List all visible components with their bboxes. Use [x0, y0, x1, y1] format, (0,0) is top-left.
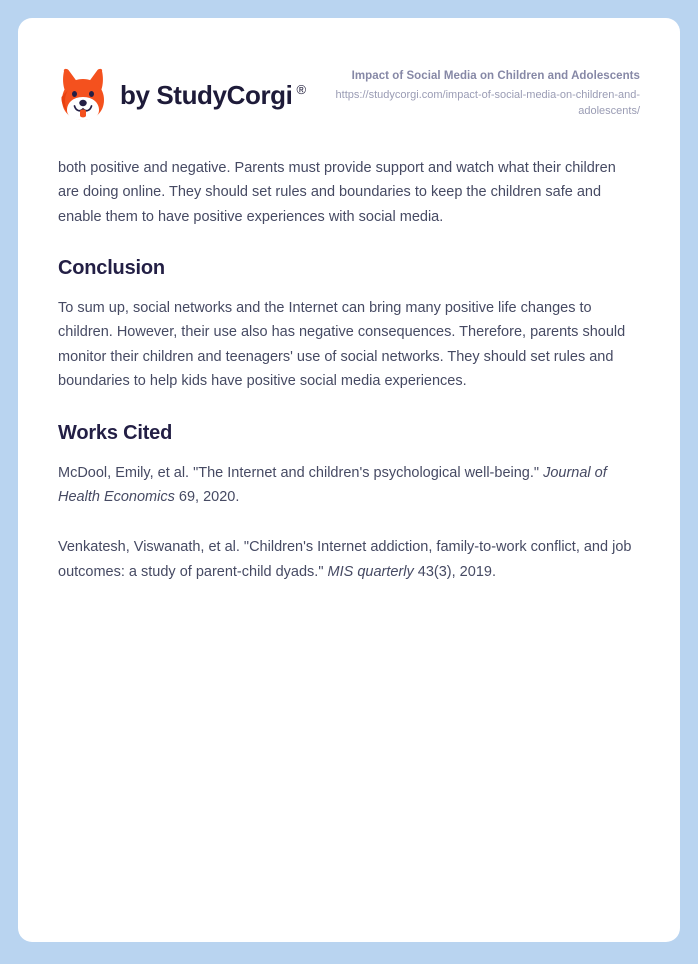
intro-paragraph: both positive and negative. Parents must provide support and watch what their children are doing online. They should set rules and boundaries to keep the children safe and enable them to have positive experiences with social media. — [58, 160, 616, 225]
article-title: Impact of Social Media on Children and Adolescents — [351, 70, 640, 82]
citation-source-title: MIS quarterly — [327, 563, 414, 580]
conclusion-paragraph: To sum up, social networks and the Internet can bring many positive life changes to children. However, their use also has negative consequences. Therefore, parents should monitor their children and teenagers' use of social networks. They should set rules and boundaries to help kids have positive social media experiences. — [58, 300, 626, 390]
works-cited-heading: Works Cited — [58, 421, 173, 444]
citation-suffix: 43(3), 2019. — [413, 563, 496, 580]
works-cited-list — [58, 461, 640, 584]
brand-wordmark — [120, 82, 306, 108]
citation-suffix: 69, 2020. — [174, 488, 240, 505]
citation-source-title: Journal of Health Economics — [58, 464, 607, 505]
document-header — [58, 18, 640, 118]
brand-name-text: by StudyCorgi — [120, 80, 293, 110]
conclusion-heading: Conclusion — [58, 257, 165, 280]
citation-prefix: Venkatesh, Viswanath, et al. "Children's Internet addiction, family-to-work conflict, and job outcomes: a study of parent-child dyads." — [58, 539, 632, 580]
citation-prefix: McDool, Emily, et al. "The Internet and children's psychological well-being." — [58, 464, 544, 481]
corgi-face-logo-icon — [58, 68, 108, 122]
document-meta — [306, 66, 640, 120]
document-body — [58, 110, 640, 584]
article-url[interactable]: https://studycorgi.com/impact-of-social-media-on-children-and-adolescents/ — [335, 88, 640, 118]
brand-logo-group[interactable] — [58, 68, 306, 122]
document-page — [18, 18, 680, 942]
citation-entry — [58, 535, 640, 584]
citation-entry — [58, 461, 640, 510]
registered-trademark-icon: ® — [296, 82, 307, 97]
